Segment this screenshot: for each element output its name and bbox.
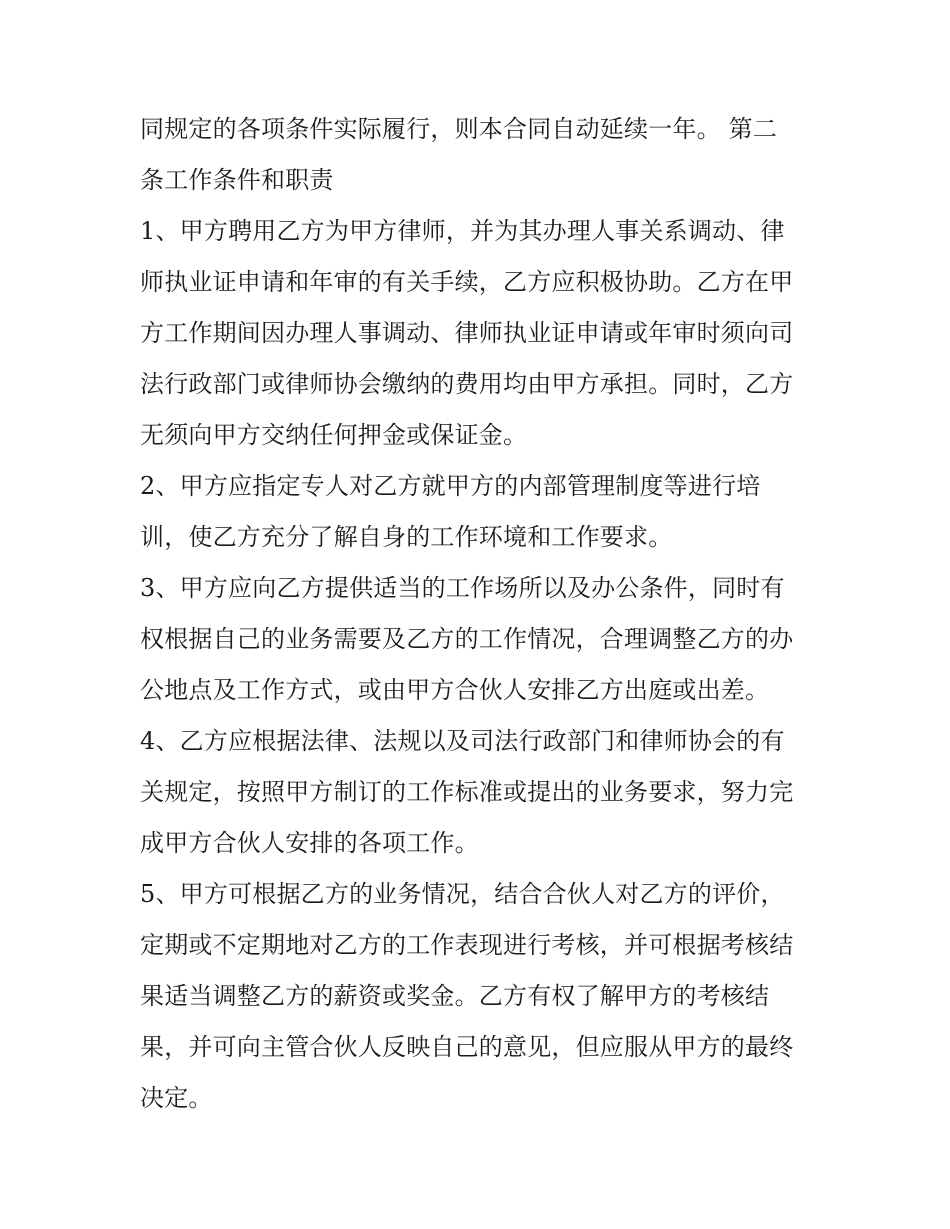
text-line: 法行政部门或律师协会缴纳的费用均由甲方承担。同时，乙方 xyxy=(140,370,794,398)
text-line: 果适当调整乙方的薪资或奖金。乙方有权了解甲方的考核结 xyxy=(140,982,770,1010)
text-line: 3、甲方应向乙方提供适当的工作场所以及办公条件，同时有 xyxy=(140,574,785,602)
text-line: 2、甲方应指定专人对乙方就甲方的内部管理制度等进行培 xyxy=(140,472,761,500)
text-line: 果，并可向主管合伙人反映自己的意见，但应服从甲方的最终 xyxy=(140,1033,794,1061)
text-line: 公地点及工作方式，或由甲方合伙人安排乙方出庭或出差。 xyxy=(140,676,770,704)
contract-text-body xyxy=(140,104,820,1124)
text-line: 同规定的各项条件实际履行，则本合同自动延续一年。 第二 xyxy=(140,115,778,143)
text-line: 关规定，按照甲方制订的工作标准或提出的业务要求，努力完 xyxy=(140,778,794,806)
text-line: 无须向甲方交纳任何押金或保证金。 xyxy=(140,421,528,449)
text-line: 条工作条件和职责 xyxy=(140,166,334,194)
text-line: 4、乙方应根据法律、法规以及司法行政部门和律师协会的有 xyxy=(140,727,785,755)
text-line: 方工作期间因办理人事调动、律师执业证申请或年审时须向司 xyxy=(140,319,794,347)
text-line: 师执业证申请和年审的有关手续，乙方应积极协助。乙方在甲 xyxy=(140,268,794,296)
text-line: 5、甲方可根据乙方的业务情况，结合合伙人对乙方的评价， xyxy=(140,880,785,908)
text-line: 定期或不定期地对乙方的工作表现进行考核，并可根据考核结 xyxy=(140,931,794,959)
text-line: 权根据自己的业务需要及乙方的工作情况，合理调整乙方的办 xyxy=(140,625,794,653)
text-line: 1、甲方聘用乙方为甲方律师，并为其办理人事关系调动、律 xyxy=(140,217,785,245)
text-line: 成甲方合伙人安排的各项工作。 xyxy=(140,829,479,857)
text-line: 训，使乙方充分了解自身的工作环境和工作要求。 xyxy=(140,523,673,551)
text-line: 决定。 xyxy=(140,1084,213,1112)
